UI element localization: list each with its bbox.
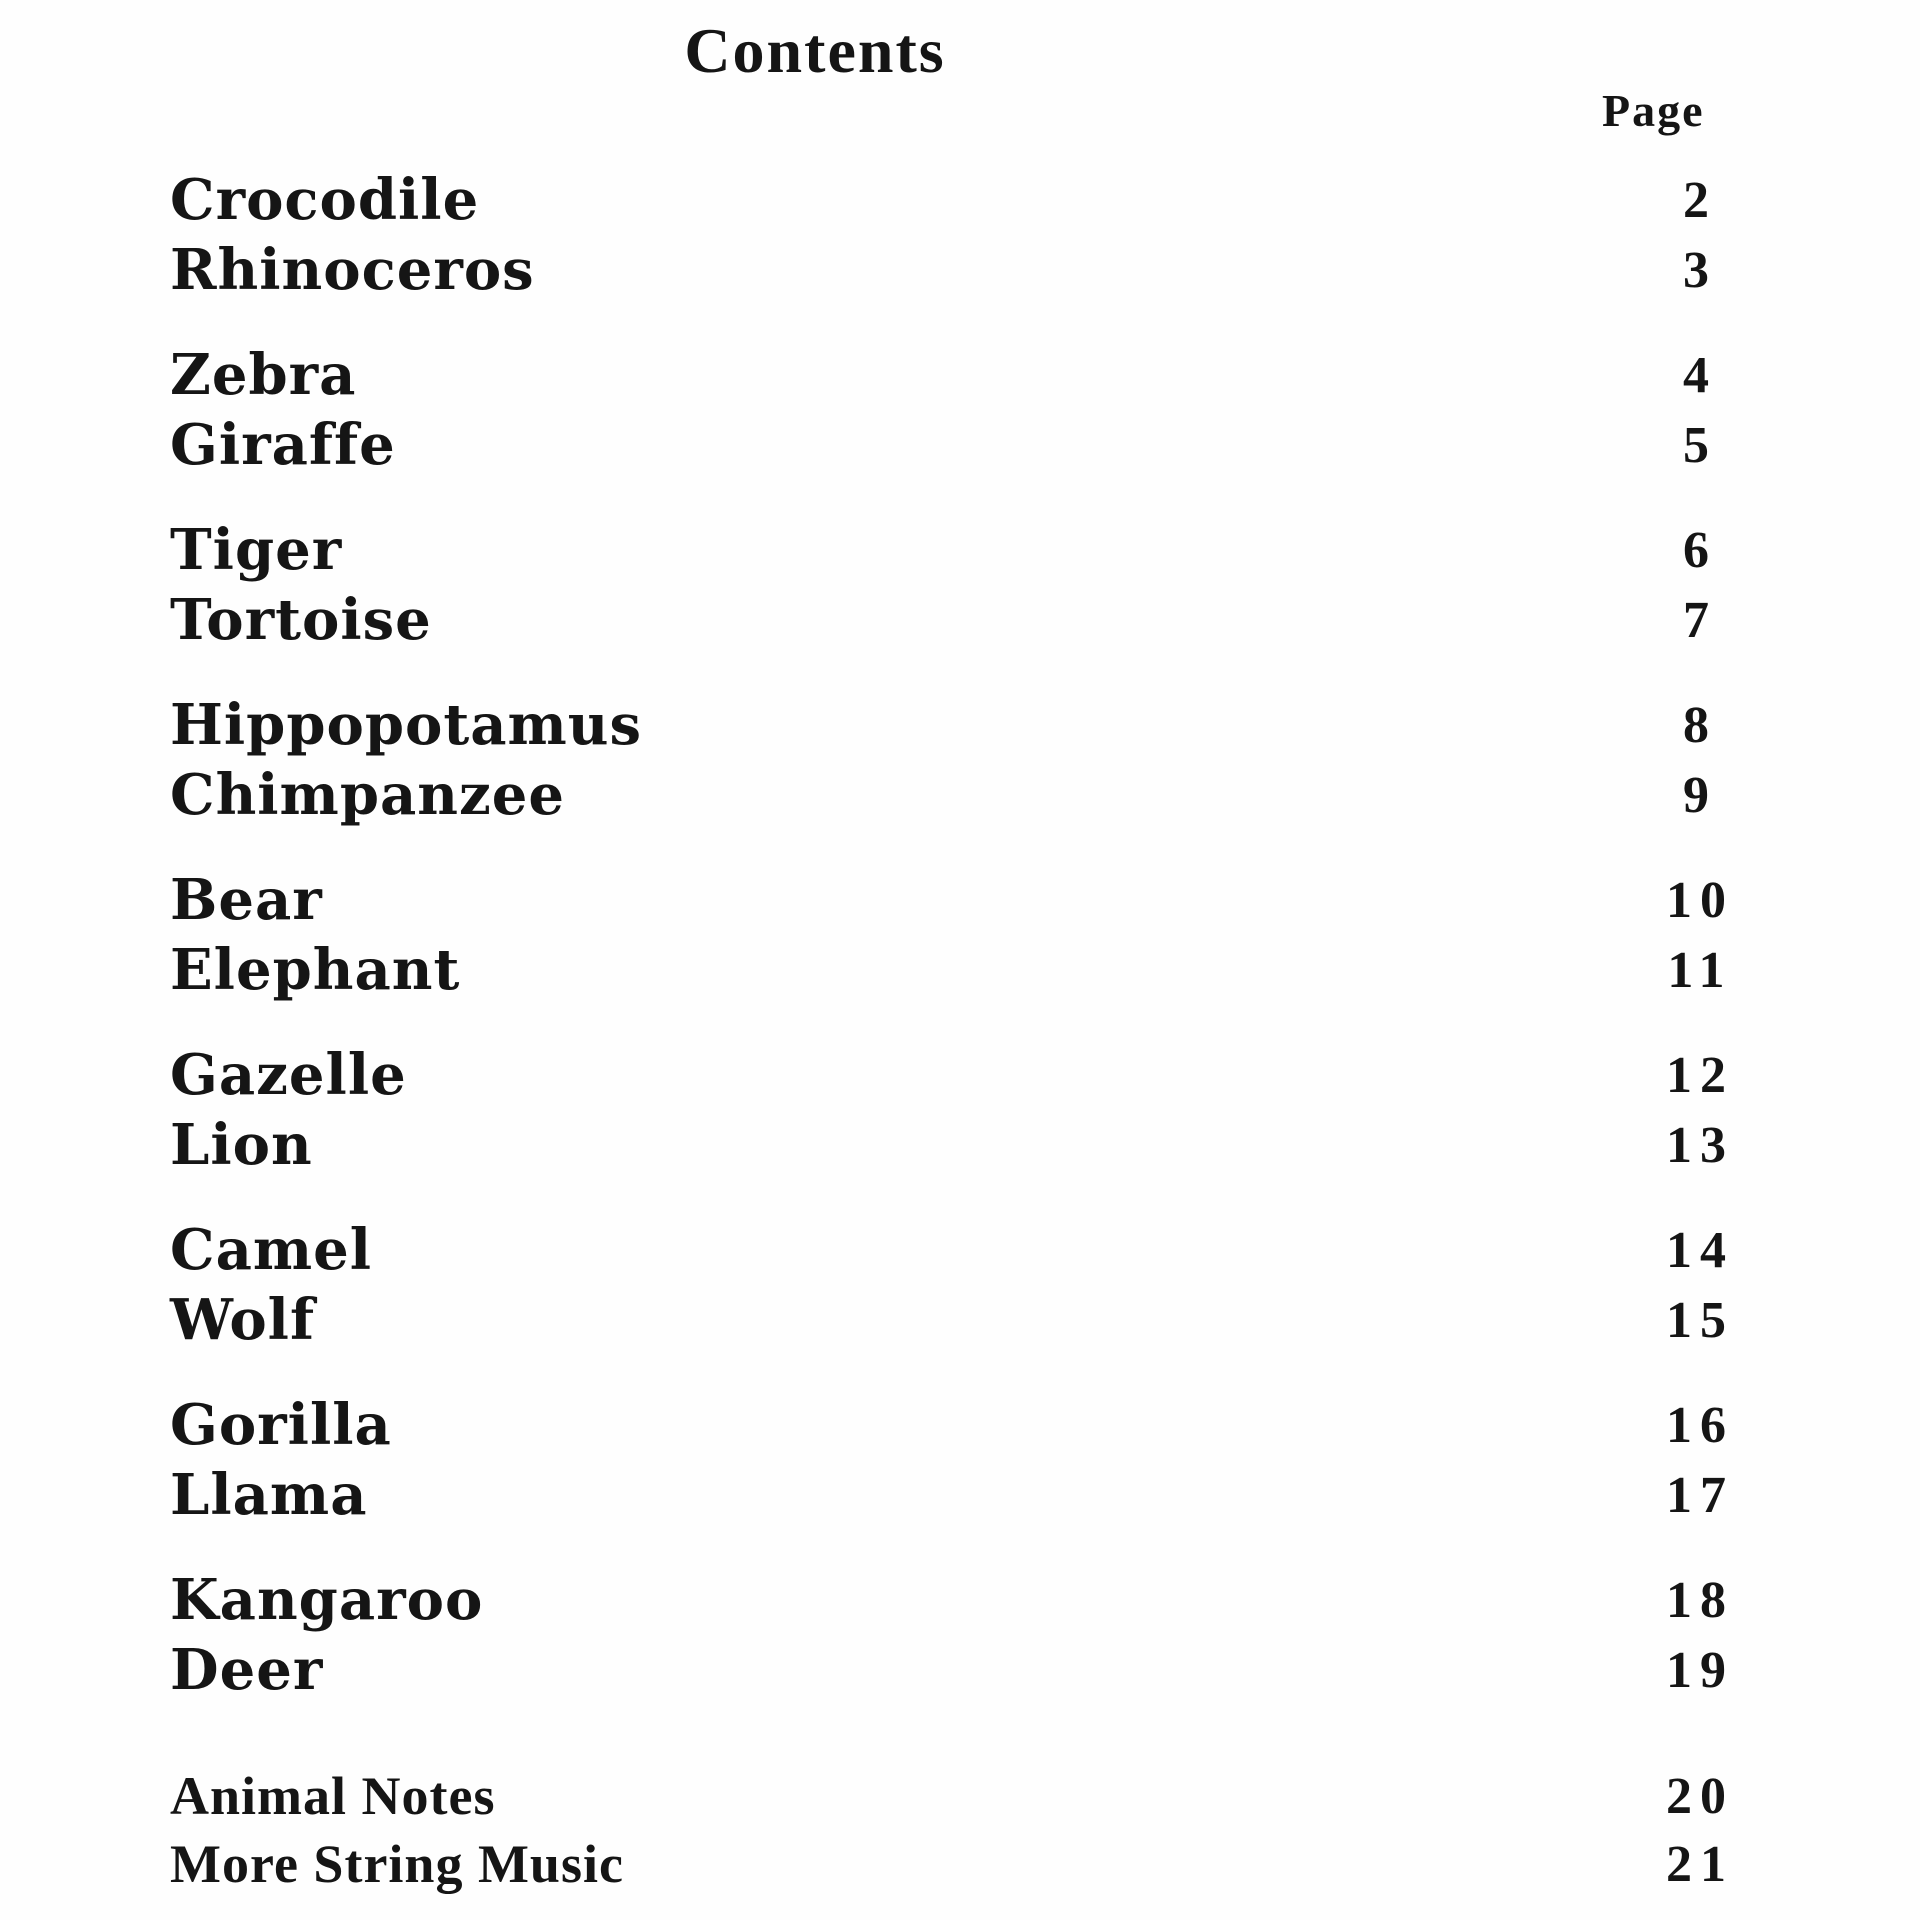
toc-group bbox=[170, 165, 1920, 305]
toc-entry-page-number: 19 bbox=[1666, 1641, 1734, 1699]
toc-entry-page-number: 3 bbox=[1683, 241, 1717, 299]
toc-entry-title: Animal Notes bbox=[170, 1766, 496, 1826]
page-title: Contents bbox=[684, 15, 946, 86]
toc-row bbox=[170, 935, 1920, 1005]
toc-group bbox=[170, 1040, 1920, 1180]
toc-entry-title: Tortoise bbox=[170, 587, 432, 653]
toc-group bbox=[170, 1215, 1920, 1355]
toc-entry-page-number: 4 bbox=[1683, 346, 1717, 404]
toc-row bbox=[170, 690, 1920, 760]
toc-row bbox=[170, 1390, 1920, 1460]
toc-group bbox=[170, 865, 1920, 1005]
toc-entry-title: Zebra bbox=[170, 342, 357, 408]
toc-row bbox=[170, 165, 1920, 235]
toc-entry-page-number: 17 bbox=[1666, 1466, 1734, 1524]
toc-entry-list bbox=[170, 165, 1920, 1740]
toc-entry-title: Tiger bbox=[170, 517, 343, 583]
toc-group bbox=[170, 1390, 1920, 1530]
toc-row bbox=[170, 1565, 1920, 1635]
toc-entry-page-number: 18 bbox=[1666, 1571, 1734, 1629]
toc-entry-page-number: 15 bbox=[1666, 1291, 1734, 1349]
toc-entry-title: Llama bbox=[170, 1462, 368, 1528]
toc-row bbox=[170, 410, 1920, 480]
toc-entry-page-number: 7 bbox=[1683, 591, 1717, 649]
toc-entry-title: Deer bbox=[170, 1637, 324, 1703]
toc-entry-page-number: 9 bbox=[1683, 766, 1717, 824]
toc-row bbox=[170, 1762, 1920, 1830]
toc-group bbox=[170, 340, 1920, 480]
toc-entry-title: Crocodile bbox=[170, 167, 480, 233]
toc-entry-title: Hippopotamus bbox=[170, 692, 643, 758]
toc-entry-page-number: 2 bbox=[1683, 171, 1717, 229]
toc-group bbox=[170, 1565, 1920, 1705]
toc-row bbox=[170, 1460, 1920, 1530]
toc-row bbox=[170, 235, 1920, 305]
toc-row bbox=[170, 760, 1920, 830]
toc-entry-page-number: 16 bbox=[1666, 1396, 1734, 1454]
toc-entry-page-number: 10 bbox=[1666, 871, 1734, 929]
toc-entry-title: More String Music bbox=[170, 1834, 624, 1894]
toc-entry-title: Giraffe bbox=[170, 412, 396, 478]
toc-row bbox=[170, 1215, 1920, 1285]
toc-entry-page-number: 12 bbox=[1666, 1046, 1734, 1104]
toc-entry-page-number: 11 bbox=[1667, 941, 1733, 999]
toc-entry-page-number: 13 bbox=[1666, 1116, 1734, 1174]
toc-entry-title: Chimpanzee bbox=[170, 762, 566, 828]
page-column-header: Page bbox=[1602, 85, 1705, 136]
toc-entry-title: Camel bbox=[170, 1217, 373, 1283]
toc-entry-page-number: 8 bbox=[1683, 696, 1717, 754]
toc-entry-title: Kangaroo bbox=[170, 1567, 484, 1633]
toc-entry-title: Lion bbox=[170, 1112, 313, 1178]
toc-row bbox=[170, 1635, 1920, 1705]
toc-entry-page-number: 20 bbox=[1666, 1767, 1734, 1825]
toc-row bbox=[170, 1285, 1920, 1355]
toc-entry-title: Gazelle bbox=[170, 1042, 407, 1108]
toc-entry-title: Wolf bbox=[170, 1287, 316, 1353]
toc-row bbox=[170, 1040, 1920, 1110]
toc-row bbox=[170, 585, 1920, 655]
toc-entry-title: Elephant bbox=[170, 937, 461, 1003]
toc-group bbox=[170, 690, 1920, 830]
toc-entry-title: Rhinoceros bbox=[170, 237, 535, 303]
toc-entry-title: Bear bbox=[170, 867, 323, 933]
toc-row bbox=[170, 515, 1920, 585]
toc-row bbox=[170, 865, 1920, 935]
toc-row bbox=[170, 1110, 1920, 1180]
toc-row bbox=[170, 340, 1920, 410]
toc-group bbox=[170, 515, 1920, 655]
toc-entry-page-number: 14 bbox=[1666, 1221, 1734, 1279]
toc-entry-page-number: 5 bbox=[1683, 416, 1717, 474]
toc-row bbox=[170, 1830, 1920, 1898]
toc-entry-title: Gorilla bbox=[170, 1392, 392, 1458]
toc-entry-page-number: 6 bbox=[1683, 521, 1717, 579]
toc-entry-page-number: 21 bbox=[1666, 1835, 1734, 1893]
toc-footer-list bbox=[170, 1762, 1920, 1898]
